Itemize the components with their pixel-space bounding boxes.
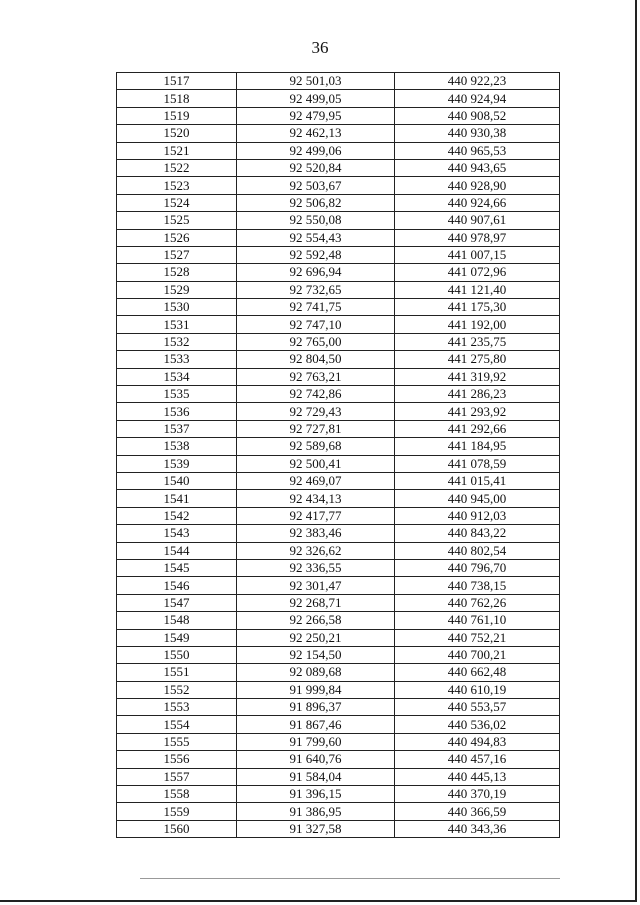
y-coordinate-cell: 440 762,26	[395, 594, 560, 611]
table-row	[117, 386, 560, 403]
table-row	[117, 438, 560, 455]
x-coordinate-cell: 92 154,50	[237, 646, 395, 663]
point-number-cell: 1538	[117, 438, 237, 455]
y-coordinate-cell: 440 843,22	[395, 525, 560, 542]
footer-rule	[140, 878, 560, 879]
point-number-cell: 1536	[117, 403, 237, 420]
point-number-cell: 1551	[117, 664, 237, 681]
x-coordinate-cell: 92 520,84	[237, 159, 395, 176]
table-row	[117, 681, 560, 698]
table-row	[117, 212, 560, 229]
x-coordinate-cell: 91 327,58	[237, 820, 395, 837]
x-coordinate-cell: 92 250,21	[237, 629, 395, 646]
table-row	[117, 281, 560, 298]
point-number-cell: 1528	[117, 264, 237, 281]
table-row	[117, 403, 560, 420]
y-coordinate-cell: 440 536,02	[395, 716, 560, 733]
x-coordinate-cell: 91 999,84	[237, 681, 395, 698]
coordinates-table-body	[117, 73, 560, 838]
table-row	[117, 612, 560, 629]
x-coordinate-cell: 92 742,86	[237, 386, 395, 403]
x-coordinate-cell: 92 589,68	[237, 438, 395, 455]
table-row	[117, 142, 560, 159]
point-number-cell: 1553	[117, 699, 237, 716]
x-coordinate-cell: 91 386,95	[237, 803, 395, 820]
table-row	[117, 194, 560, 211]
table-row	[117, 507, 560, 524]
table-row	[117, 629, 560, 646]
point-number-cell: 1559	[117, 803, 237, 820]
x-coordinate-cell: 92 732,65	[237, 281, 395, 298]
point-number-cell: 1532	[117, 333, 237, 350]
point-number-cell: 1558	[117, 786, 237, 803]
table-row	[117, 368, 560, 385]
x-coordinate-cell: 92 592,48	[237, 246, 395, 263]
table-row	[117, 351, 560, 368]
x-coordinate-cell: 92 727,81	[237, 420, 395, 437]
table-row	[117, 455, 560, 472]
table-row	[117, 820, 560, 837]
table-row	[117, 316, 560, 333]
point-number-cell: 1517	[117, 73, 237, 90]
y-coordinate-cell: 440 907,61	[395, 212, 560, 229]
y-coordinate-cell: 441 015,41	[395, 472, 560, 489]
point-number-cell: 1544	[117, 542, 237, 559]
point-number-cell: 1535	[117, 386, 237, 403]
y-coordinate-cell: 441 184,95	[395, 438, 560, 455]
y-coordinate-cell: 440 494,83	[395, 733, 560, 750]
y-coordinate-cell: 441 292,66	[395, 420, 560, 437]
x-coordinate-cell: 92 696,94	[237, 264, 395, 281]
table-row	[117, 333, 560, 350]
table-row	[117, 264, 560, 281]
point-number-cell: 1523	[117, 177, 237, 194]
table-row	[117, 159, 560, 176]
x-coordinate-cell: 92 434,13	[237, 490, 395, 507]
y-coordinate-cell: 440 370,19	[395, 786, 560, 803]
x-coordinate-cell: 92 804,50	[237, 351, 395, 368]
y-coordinate-cell: 441 007,15	[395, 246, 560, 263]
x-coordinate-cell: 92 501,03	[237, 73, 395, 90]
point-number-cell: 1521	[117, 142, 237, 159]
y-coordinate-cell: 440 553,57	[395, 699, 560, 716]
point-number-cell: 1525	[117, 212, 237, 229]
point-number-cell: 1550	[117, 646, 237, 663]
y-coordinate-cell: 440 445,13	[395, 768, 560, 785]
y-coordinate-cell: 440 924,94	[395, 90, 560, 107]
table-row	[117, 177, 560, 194]
x-coordinate-cell: 92 268,71	[237, 594, 395, 611]
point-number-cell: 1549	[117, 629, 237, 646]
y-coordinate-cell: 441 121,40	[395, 281, 560, 298]
x-coordinate-cell: 92 747,10	[237, 316, 395, 333]
x-coordinate-cell: 91 799,60	[237, 733, 395, 750]
point-number-cell: 1527	[117, 246, 237, 263]
point-number-cell: 1545	[117, 559, 237, 576]
table-row	[117, 125, 560, 142]
y-coordinate-cell: 440 761,10	[395, 612, 560, 629]
point-number-cell: 1546	[117, 577, 237, 594]
point-number-cell: 1560	[117, 820, 237, 837]
x-coordinate-cell: 92 417,77	[237, 507, 395, 524]
x-coordinate-cell: 91 396,15	[237, 786, 395, 803]
y-coordinate-cell: 440 610,19	[395, 681, 560, 698]
x-coordinate-cell: 92 301,47	[237, 577, 395, 594]
y-coordinate-cell: 440 943,65	[395, 159, 560, 176]
x-coordinate-cell: 92 326,62	[237, 542, 395, 559]
table-row	[117, 699, 560, 716]
x-coordinate-cell: 92 499,05	[237, 90, 395, 107]
point-number-cell: 1531	[117, 316, 237, 333]
y-coordinate-cell: 440 922,23	[395, 73, 560, 90]
point-number-cell: 1555	[117, 733, 237, 750]
table-row	[117, 733, 560, 750]
y-coordinate-cell: 440 796,70	[395, 559, 560, 576]
page-number: 36	[311, 38, 329, 57]
x-coordinate-cell: 92 765,00	[237, 333, 395, 350]
table-row	[117, 803, 560, 820]
x-coordinate-cell: 92 729,43	[237, 403, 395, 420]
table-row	[117, 542, 560, 559]
y-coordinate-cell: 441 235,75	[395, 333, 560, 350]
x-coordinate-cell: 92 479,95	[237, 107, 395, 124]
table-row	[117, 559, 560, 576]
table-row	[117, 299, 560, 316]
y-coordinate-cell: 440 343,36	[395, 820, 560, 837]
table-row	[117, 73, 560, 90]
table-row	[117, 229, 560, 246]
x-coordinate-cell: 92 554,43	[237, 229, 395, 246]
x-coordinate-cell: 92 089,68	[237, 664, 395, 681]
x-coordinate-cell: 91 867,46	[237, 716, 395, 733]
x-coordinate-cell: 92 383,46	[237, 525, 395, 542]
point-number-cell: 1520	[117, 125, 237, 142]
point-number-cell: 1542	[117, 507, 237, 524]
y-coordinate-cell: 440 945,00	[395, 490, 560, 507]
table-row	[117, 786, 560, 803]
y-coordinate-cell: 440 978,97	[395, 229, 560, 246]
point-number-cell: 1541	[117, 490, 237, 507]
y-coordinate-cell: 441 175,30	[395, 299, 560, 316]
y-coordinate-cell: 440 965,53	[395, 142, 560, 159]
y-coordinate-cell: 440 802,54	[395, 542, 560, 559]
y-coordinate-cell: 440 930,38	[395, 125, 560, 142]
point-number-cell: 1534	[117, 368, 237, 385]
point-number-cell: 1540	[117, 472, 237, 489]
table-row	[117, 246, 560, 263]
table-row	[117, 716, 560, 733]
table-row	[117, 472, 560, 489]
x-coordinate-cell: 92 336,55	[237, 559, 395, 576]
point-number-cell: 1522	[117, 159, 237, 176]
y-coordinate-cell: 440 928,90	[395, 177, 560, 194]
table-row	[117, 577, 560, 594]
point-number-cell: 1543	[117, 525, 237, 542]
point-number-cell: 1539	[117, 455, 237, 472]
y-coordinate-cell: 441 286,23	[395, 386, 560, 403]
point-number-cell: 1526	[117, 229, 237, 246]
table-row	[117, 107, 560, 124]
y-coordinate-cell: 440 457,16	[395, 751, 560, 768]
y-coordinate-cell: 441 078,59	[395, 455, 560, 472]
table-row	[117, 525, 560, 542]
y-coordinate-cell: 440 924,66	[395, 194, 560, 211]
y-coordinate-cell: 441 319,92	[395, 368, 560, 385]
y-coordinate-cell: 440 752,21	[395, 629, 560, 646]
point-number-cell: 1518	[117, 90, 237, 107]
x-coordinate-cell: 91 584,04	[237, 768, 395, 785]
point-number-cell: 1519	[117, 107, 237, 124]
x-coordinate-cell: 92 741,75	[237, 299, 395, 316]
table-row	[117, 768, 560, 785]
table-row	[117, 594, 560, 611]
x-coordinate-cell: 92 266,58	[237, 612, 395, 629]
y-coordinate-cell: 440 662,48	[395, 664, 560, 681]
point-number-cell: 1529	[117, 281, 237, 298]
x-coordinate-cell: 92 550,08	[237, 212, 395, 229]
point-number-cell: 1557	[117, 768, 237, 785]
x-coordinate-cell: 92 462,13	[237, 125, 395, 142]
point-number-cell: 1537	[117, 420, 237, 437]
x-coordinate-cell: 92 503,67	[237, 177, 395, 194]
point-number-cell: 1547	[117, 594, 237, 611]
x-coordinate-cell: 92 469,07	[237, 472, 395, 489]
y-coordinate-cell: 440 700,21	[395, 646, 560, 663]
table-row	[117, 420, 560, 437]
point-number-cell: 1548	[117, 612, 237, 629]
coordinates-table	[116, 72, 560, 838]
y-coordinate-cell: 440 908,52	[395, 107, 560, 124]
point-number-cell: 1530	[117, 299, 237, 316]
point-number-cell: 1552	[117, 681, 237, 698]
x-coordinate-cell: 91 640,76	[237, 751, 395, 768]
point-number-cell: 1556	[117, 751, 237, 768]
y-coordinate-cell: 441 275,80	[395, 351, 560, 368]
y-coordinate-cell: 440 366,59	[395, 803, 560, 820]
x-coordinate-cell: 92 499,06	[237, 142, 395, 159]
y-coordinate-cell: 441 072,96	[395, 264, 560, 281]
x-coordinate-cell: 92 506,82	[237, 194, 395, 211]
table-row	[117, 664, 560, 681]
y-coordinate-cell: 440 738,15	[395, 577, 560, 594]
point-number-cell: 1524	[117, 194, 237, 211]
table-row	[117, 90, 560, 107]
point-number-cell: 1554	[117, 716, 237, 733]
y-coordinate-cell: 441 192,00	[395, 316, 560, 333]
table-row	[117, 751, 560, 768]
y-coordinate-cell: 441 293,92	[395, 403, 560, 420]
x-coordinate-cell: 92 500,41	[237, 455, 395, 472]
x-coordinate-cell: 92 763,21	[237, 368, 395, 385]
table-row	[117, 490, 560, 507]
y-coordinate-cell: 440 912,03	[395, 507, 560, 524]
point-number-cell: 1533	[117, 351, 237, 368]
table-row	[117, 646, 560, 663]
x-coordinate-cell: 91 896,37	[237, 699, 395, 716]
